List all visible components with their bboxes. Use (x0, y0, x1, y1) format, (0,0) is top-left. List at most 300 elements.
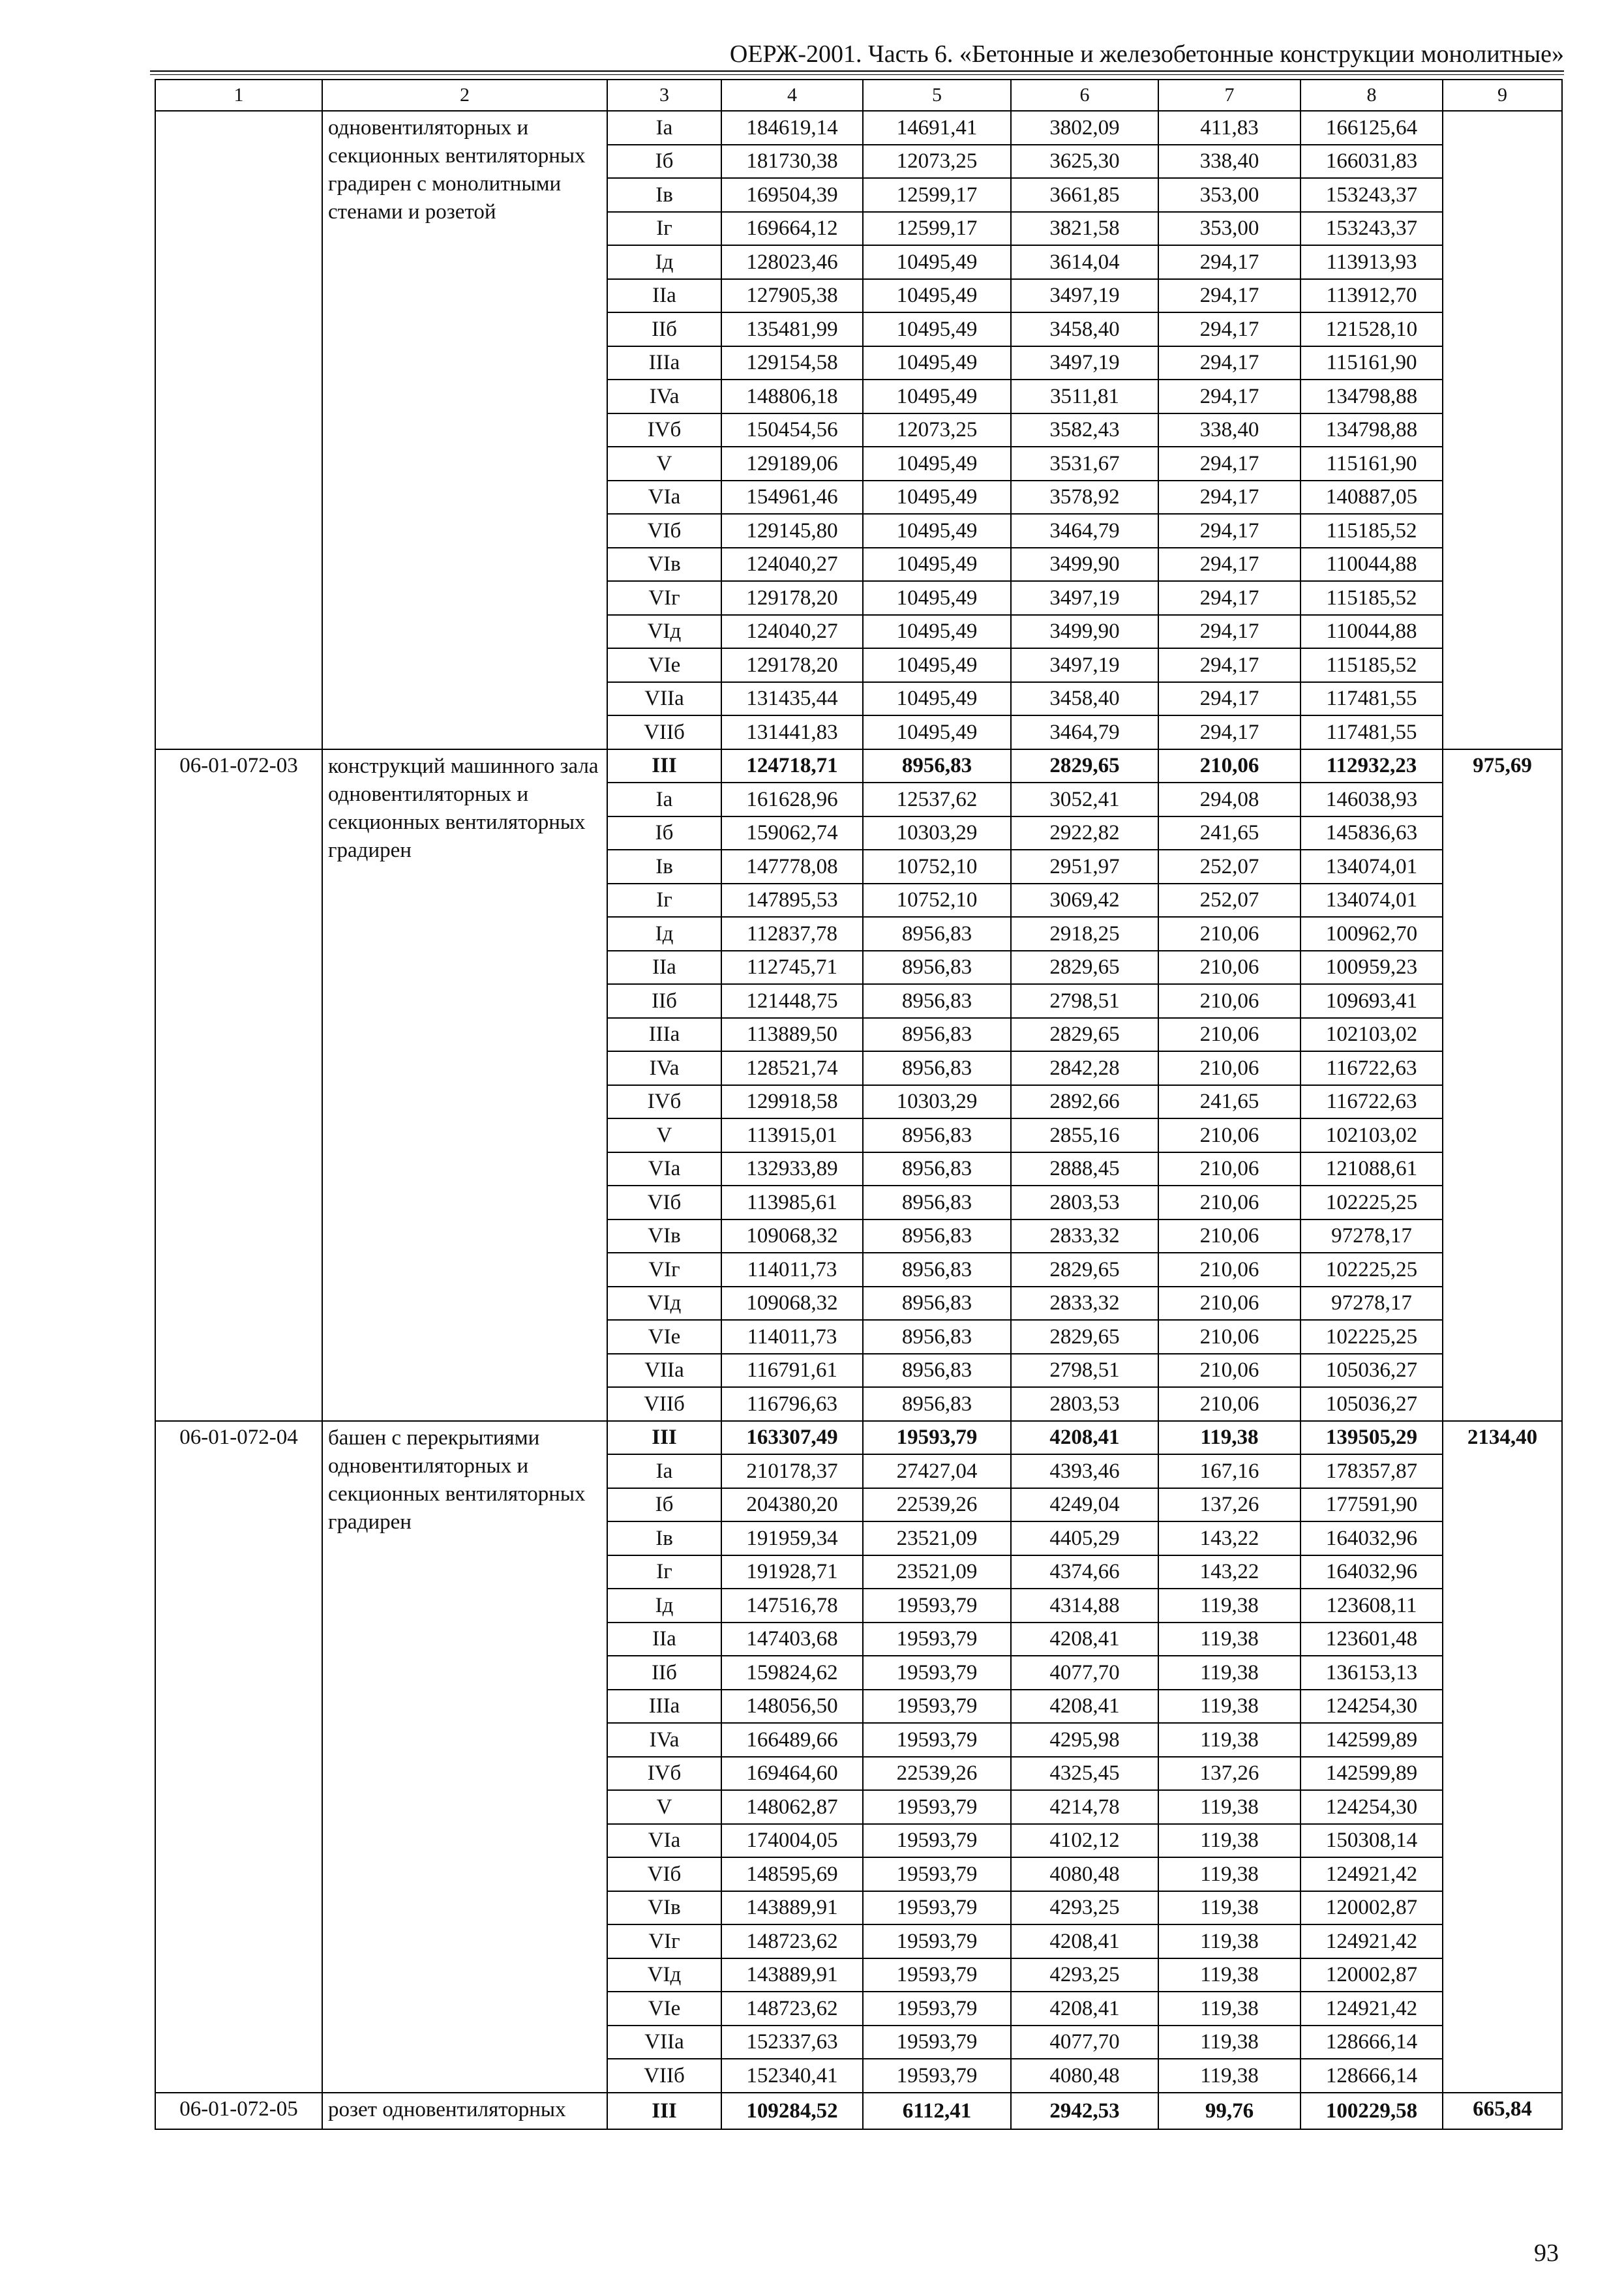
direct-cost-cell: 191959,34 (721, 1521, 863, 1555)
rate-code: 06-01-072-03 (155, 749, 322, 1421)
materials-cost-cell: 134798,88 (1301, 380, 1443, 413)
zone-cell: IVa (607, 1723, 721, 1757)
machine-cost-cell: 2829,65 (1011, 1253, 1158, 1287)
machine-cost-cell: 3531,67 (1011, 447, 1158, 481)
direct-cost-cell: 150454,56 (721, 413, 863, 447)
zone-cell: Iд (607, 1589, 721, 1623)
materials-cost-cell: 100959,23 (1301, 951, 1443, 985)
machinist-wage-cell: 210,06 (1158, 1186, 1301, 1219)
zone-cell: IIa (607, 279, 721, 313)
machine-cost-cell: 2892,66 (1011, 1085, 1158, 1119)
machine-cost-cell: 3511,81 (1011, 380, 1158, 413)
zone-cell: IIa (607, 951, 721, 985)
direct-cost-cell: 148062,87 (721, 1790, 863, 1824)
zone-cell: III (607, 1421, 721, 1455)
labor-cost-cell: 12599,17 (863, 212, 1011, 246)
machinist-wage-cell: 210,06 (1158, 917, 1301, 951)
labor-cost-cell: 10495,49 (863, 548, 1011, 582)
rate-code (155, 111, 322, 749)
labor-cost-cell: 8956,83 (863, 1253, 1011, 1287)
zone-cell: IVa (607, 380, 721, 413)
direct-cost-cell: 131435,44 (721, 682, 863, 716)
materials-cost-cell: 120002,87 (1301, 1891, 1443, 1925)
materials-cost-cell: 150308,14 (1301, 1824, 1443, 1858)
machine-cost-cell: 2798,51 (1011, 1354, 1158, 1388)
zone-cell: VIa (607, 481, 721, 515)
materials-cost-cell: 100229,58 (1301, 2093, 1443, 2130)
direct-cost-cell: 114011,73 (721, 1320, 863, 1354)
header-title: ОЕРЖ-2001. Часть 6. «Бетонные и железобетонные конструкции монолитные» (729, 40, 1564, 68)
labor-hours-cell: 2134,40 (1443, 1421, 1562, 2093)
machinist-wage-cell: 210,06 (1158, 1051, 1301, 1085)
zone-cell: VIг (607, 581, 721, 615)
machinist-wage-cell: 294,17 (1158, 648, 1301, 682)
col-header-3: 3 (607, 80, 721, 111)
machinist-wage-cell: 119,38 (1158, 1690, 1301, 1724)
labor-cost-cell: 8956,83 (863, 1186, 1011, 1219)
machinist-wage-cell: 294,17 (1158, 615, 1301, 649)
materials-cost-cell: 115161,90 (1301, 346, 1443, 380)
direct-cost-cell: 116796,63 (721, 1387, 863, 1421)
materials-cost-cell: 100962,70 (1301, 917, 1443, 951)
col-header-8: 8 (1301, 80, 1443, 111)
machinist-wage-cell: 119,38 (1158, 2059, 1301, 2093)
direct-cost-cell: 163307,49 (721, 1421, 863, 1455)
direct-cost-cell: 159062,74 (721, 816, 863, 850)
machine-cost-cell: 4208,41 (1011, 1992, 1158, 2026)
zone-cell: IIIa (607, 346, 721, 380)
materials-cost-cell: 142599,89 (1301, 1723, 1443, 1757)
labor-cost-cell: 19593,79 (863, 1589, 1011, 1623)
labor-cost-cell: 27427,04 (863, 1454, 1011, 1488)
direct-cost-cell: 148723,62 (721, 1992, 863, 2026)
zone-cell: Iв (607, 850, 721, 884)
direct-cost-cell: 113985,61 (721, 1186, 863, 1219)
direct-cost-cell: 143889,91 (721, 1958, 863, 1992)
direct-cost-cell: 147516,78 (721, 1589, 863, 1623)
machinist-wage-cell: 119,38 (1158, 1824, 1301, 1858)
machine-cost-cell: 2888,45 (1011, 1152, 1158, 1186)
zone-cell: VIб (607, 514, 721, 548)
materials-cost-cell: 115185,52 (1301, 648, 1443, 682)
labor-cost-cell: 10495,49 (863, 380, 1011, 413)
col-header-1: 1 (155, 80, 322, 111)
direct-cost-cell: 116791,61 (721, 1354, 863, 1388)
direct-cost-cell: 124040,27 (721, 548, 863, 582)
zone-cell: VIд (607, 615, 721, 649)
machine-cost-cell: 3497,19 (1011, 346, 1158, 380)
machine-cost-cell: 4080,48 (1011, 1857, 1158, 1891)
materials-cost-cell: 124921,42 (1301, 1924, 1443, 1958)
machine-cost-cell: 4208,41 (1011, 1421, 1158, 1455)
materials-cost-cell: 102225,25 (1301, 1186, 1443, 1219)
machine-cost-cell: 3458,40 (1011, 682, 1158, 716)
direct-cost-cell: 154961,46 (721, 481, 863, 515)
direct-cost-cell: 129145,80 (721, 514, 863, 548)
labor-cost-cell: 8956,83 (863, 1354, 1011, 1388)
labor-cost-cell: 8956,83 (863, 1051, 1011, 1085)
direct-cost-cell: 112745,71 (721, 951, 863, 985)
direct-cost-cell: 129189,06 (721, 447, 863, 481)
materials-cost-cell: 113913,93 (1301, 245, 1443, 279)
materials-cost-cell: 105036,27 (1301, 1354, 1443, 1388)
col-header-9: 9 (1443, 80, 1562, 111)
direct-cost-cell: 114011,73 (721, 1253, 863, 1287)
materials-cost-cell: 166031,83 (1301, 145, 1443, 179)
direct-cost-cell: 128521,74 (721, 1051, 863, 1085)
zone-cell: Iг (607, 1555, 721, 1589)
zone-cell: Iд (607, 917, 721, 951)
rate-description: розет одновентиляторных (322, 2093, 607, 2130)
col-header-7: 7 (1158, 80, 1301, 111)
labor-cost-cell: 19593,79 (863, 1690, 1011, 1724)
zone-cell: VIд (607, 1958, 721, 1992)
labor-cost-cell: 19593,79 (863, 1992, 1011, 2026)
machinist-wage-cell: 119,38 (1158, 1790, 1301, 1824)
machinist-wage-cell: 143,22 (1158, 1555, 1301, 1589)
machine-cost-cell: 3052,41 (1011, 783, 1158, 816)
labor-cost-cell: 19593,79 (863, 1958, 1011, 1992)
machinist-wage-cell: 119,38 (1158, 2026, 1301, 2059)
zone-cell: IIa (607, 1623, 721, 1656)
direct-cost-cell: 169504,39 (721, 178, 863, 212)
machinist-wage-cell: 294,17 (1158, 548, 1301, 582)
zone-cell: IVa (607, 1051, 721, 1085)
labor-cost-cell: 10495,49 (863, 447, 1011, 481)
materials-cost-cell: 164032,96 (1301, 1555, 1443, 1589)
machine-cost-cell: 4080,48 (1011, 2059, 1158, 2093)
labor-cost-cell: 19593,79 (863, 1857, 1011, 1891)
zone-cell: Ia (607, 1454, 721, 1488)
direct-cost-cell: 147895,53 (721, 884, 863, 918)
labor-cost-cell: 12537,62 (863, 783, 1011, 816)
labor-cost-cell: 10495,49 (863, 615, 1011, 649)
direct-cost-cell: 148806,18 (721, 380, 863, 413)
zone-cell: Iв (607, 178, 721, 212)
zone-cell: VIг (607, 1924, 721, 1958)
labor-cost-cell: 8956,83 (863, 1018, 1011, 1052)
machinist-wage-cell: 210,06 (1158, 1253, 1301, 1287)
machine-cost-cell: 3582,43 (1011, 413, 1158, 447)
machine-cost-cell: 2829,65 (1011, 1018, 1158, 1052)
rate-code: 06-01-072-04 (155, 1421, 322, 2093)
machinist-wage-cell: 119,38 (1158, 1421, 1301, 1455)
machinist-wage-cell: 119,38 (1158, 1656, 1301, 1690)
machinist-wage-cell: 294,17 (1158, 514, 1301, 548)
zone-cell: III (607, 749, 721, 783)
zone-cell: VIб (607, 1186, 721, 1219)
labor-hours-cell (1443, 111, 1562, 749)
materials-cost-cell: 140887,05 (1301, 481, 1443, 515)
labor-cost-cell: 19593,79 (863, 1656, 1011, 1690)
labor-cost-cell: 14691,41 (863, 111, 1011, 145)
materials-cost-cell: 139505,29 (1301, 1421, 1443, 1455)
zone-cell: VIIб (607, 2059, 721, 2093)
machine-cost-cell: 4208,41 (1011, 1924, 1158, 1958)
zone-cell: VIIб (607, 1387, 721, 1421)
direct-cost-cell: 181730,38 (721, 145, 863, 179)
zone-cell: IIб (607, 312, 721, 346)
machine-cost-cell: 3821,58 (1011, 212, 1158, 246)
machinist-wage-cell: 210,06 (1158, 1018, 1301, 1052)
labor-cost-cell: 10303,29 (863, 816, 1011, 850)
zone-cell: VIIa (607, 682, 721, 716)
machine-cost-cell: 2918,25 (1011, 917, 1158, 951)
direct-cost-cell: 129178,20 (721, 648, 863, 682)
materials-cost-cell: 123601,48 (1301, 1623, 1443, 1656)
materials-cost-cell: 121088,61 (1301, 1152, 1443, 1186)
labor-cost-cell: 10495,49 (863, 245, 1011, 279)
direct-cost-cell: 109284,52 (721, 2093, 863, 2130)
machinist-wage-cell: 294,17 (1158, 581, 1301, 615)
machine-cost-cell: 2942,53 (1011, 2093, 1158, 2130)
machinist-wage-cell: 241,65 (1158, 1085, 1301, 1119)
machine-cost-cell: 3625,30 (1011, 145, 1158, 179)
table-row (155, 2093, 1562, 2130)
zone-cell: VIa (607, 1824, 721, 1858)
machine-cost-cell: 3499,90 (1011, 615, 1158, 649)
zone-cell: IVб (607, 413, 721, 447)
machinist-wage-cell: 210,06 (1158, 984, 1301, 1018)
materials-cost-cell: 146038,93 (1301, 783, 1443, 816)
machine-cost-cell: 4295,98 (1011, 1723, 1158, 1757)
machine-cost-cell: 3069,42 (1011, 884, 1158, 918)
materials-cost-cell: 124921,42 (1301, 1992, 1443, 2026)
materials-cost-cell: 102103,02 (1301, 1118, 1443, 1152)
zone-cell: VIв (607, 1219, 721, 1253)
machinist-wage-cell: 210,06 (1158, 1287, 1301, 1321)
direct-cost-cell: 124718,71 (721, 749, 863, 783)
machinist-wage-cell: 210,06 (1158, 1387, 1301, 1421)
machine-cost-cell: 3578,92 (1011, 481, 1158, 515)
labor-cost-cell: 6112,41 (863, 2093, 1011, 2130)
direct-cost-cell: 135481,99 (721, 312, 863, 346)
labor-cost-cell: 19593,79 (863, 1623, 1011, 1656)
labor-hours-cell: 665,84 (1443, 2093, 1562, 2130)
labor-cost-cell: 19593,79 (863, 1723, 1011, 1757)
direct-cost-cell: 113915,01 (721, 1118, 863, 1152)
machine-cost-cell: 4293,25 (1011, 1891, 1158, 1925)
rate-description: конструкций машинного зала одновентиляторных и секционных вентиляторных градирен (322, 749, 607, 1421)
machinist-wage-cell: 210,06 (1158, 1219, 1301, 1253)
direct-cost-cell: 204380,20 (721, 1488, 863, 1522)
machinist-wage-cell: 241,65 (1158, 816, 1301, 850)
labor-cost-cell: 10495,49 (863, 481, 1011, 515)
zone-cell: V (607, 1790, 721, 1824)
table-body (155, 80, 1562, 2129)
materials-cost-cell: 120002,87 (1301, 1958, 1443, 1992)
machinist-wage-cell: 210,06 (1158, 749, 1301, 783)
labor-cost-cell: 8956,83 (863, 1152, 1011, 1186)
materials-cost-cell: 136153,13 (1301, 1656, 1443, 1690)
direct-cost-cell: 169464,60 (721, 1757, 863, 1791)
materials-cost-cell: 123608,11 (1301, 1589, 1443, 1623)
labor-cost-cell: 8956,83 (863, 749, 1011, 783)
machine-cost-cell: 4208,41 (1011, 1690, 1158, 1724)
labor-cost-cell: 19593,79 (863, 2059, 1011, 2093)
materials-cost-cell: 134074,01 (1301, 884, 1443, 918)
machinist-wage-cell: 210,06 (1158, 1118, 1301, 1152)
direct-cost-cell: 128023,46 (721, 245, 863, 279)
machinist-wage-cell: 353,00 (1158, 212, 1301, 246)
machine-cost-cell: 4077,70 (1011, 1656, 1158, 1690)
labor-cost-cell: 19593,79 (863, 1824, 1011, 1858)
machinist-wage-cell: 252,07 (1158, 884, 1301, 918)
labor-cost-cell: 10495,49 (863, 514, 1011, 548)
direct-cost-cell: 169664,12 (721, 212, 863, 246)
materials-cost-cell: 142599,89 (1301, 1757, 1443, 1791)
machine-cost-cell: 2829,65 (1011, 1320, 1158, 1354)
labor-cost-cell: 12073,25 (863, 413, 1011, 447)
direct-cost-cell: 143889,91 (721, 1891, 863, 1925)
table-row (155, 749, 1562, 783)
labor-cost-cell: 19593,79 (863, 1790, 1011, 1824)
machine-cost-cell: 2922,82 (1011, 816, 1158, 850)
materials-cost-cell: 102103,02 (1301, 1018, 1443, 1052)
machine-cost-cell: 2829,65 (1011, 749, 1158, 783)
labor-cost-cell: 10495,49 (863, 648, 1011, 682)
table-row (155, 1421, 1562, 1455)
machine-cost-cell: 2842,28 (1011, 1051, 1158, 1085)
zone-cell: Iб (607, 1488, 721, 1522)
labor-cost-cell: 10303,29 (863, 1085, 1011, 1119)
machinist-wage-cell: 210,06 (1158, 1320, 1301, 1354)
materials-cost-cell: 109693,41 (1301, 984, 1443, 1018)
materials-cost-cell: 145836,63 (1301, 816, 1443, 850)
machinist-wage-cell: 210,06 (1158, 951, 1301, 985)
labor-cost-cell: 8956,83 (863, 1287, 1011, 1321)
labor-cost-cell: 8956,83 (863, 1219, 1011, 1253)
machinist-wage-cell: 119,38 (1158, 1992, 1301, 2026)
materials-cost-cell: 153243,37 (1301, 178, 1443, 212)
direct-cost-cell: 113889,50 (721, 1018, 863, 1052)
machine-cost-cell: 4077,70 (1011, 2026, 1158, 2059)
labor-hours-cell: 975,69 (1443, 749, 1562, 1421)
direct-cost-cell: 129178,20 (721, 581, 863, 615)
materials-cost-cell: 97278,17 (1301, 1219, 1443, 1253)
machinist-wage-cell: 137,26 (1158, 1757, 1301, 1791)
materials-cost-cell: 178357,87 (1301, 1454, 1443, 1488)
zone-cell: VIe (607, 1320, 721, 1354)
machine-cost-cell: 3497,19 (1011, 648, 1158, 682)
zone-cell: Iд (607, 245, 721, 279)
labor-cost-cell: 8956,83 (863, 917, 1011, 951)
machine-cost-cell: 4325,45 (1011, 1757, 1158, 1791)
zone-cell: III (607, 2093, 721, 2130)
machinist-wage-cell: 294,17 (1158, 312, 1301, 346)
labor-cost-cell: 8956,83 (863, 984, 1011, 1018)
machinist-wage-cell: 143,22 (1158, 1521, 1301, 1555)
materials-cost-cell: 115185,52 (1301, 581, 1443, 615)
direct-cost-cell: 174004,05 (721, 1824, 863, 1858)
direct-cost-cell: 148056,50 (721, 1690, 863, 1724)
materials-cost-cell: 110044,88 (1301, 615, 1443, 649)
labor-cost-cell: 23521,09 (863, 1521, 1011, 1555)
machinist-wage-cell: 119,38 (1158, 1924, 1301, 1958)
zone-cell: VIa (607, 1152, 721, 1186)
machine-cost-cell: 2951,97 (1011, 850, 1158, 884)
machine-cost-cell: 3458,40 (1011, 312, 1158, 346)
materials-cost-cell: 102225,25 (1301, 1320, 1443, 1354)
direct-cost-cell: 109068,32 (721, 1219, 863, 1253)
machine-cost-cell: 4293,25 (1011, 1958, 1158, 1992)
materials-cost-cell: 124254,30 (1301, 1790, 1443, 1824)
machinist-wage-cell: 210,06 (1158, 1354, 1301, 1388)
zone-cell: Ia (607, 111, 721, 145)
materials-cost-cell: 110044,88 (1301, 548, 1443, 582)
direct-cost-cell: 210178,37 (721, 1454, 863, 1488)
materials-cost-cell: 121528,10 (1301, 312, 1443, 346)
page-number: 93 (1534, 2239, 1559, 2267)
rate-description: одновентиляторных и секционных вентиляторных градирен с монолитными стенами и розетой (322, 111, 607, 749)
materials-cost-cell: 116722,63 (1301, 1085, 1443, 1119)
machinist-wage-cell: 411,83 (1158, 111, 1301, 145)
zone-cell: VIб (607, 1857, 721, 1891)
machinist-wage-cell: 294,17 (1158, 279, 1301, 313)
machinist-wage-cell: 294,17 (1158, 481, 1301, 515)
labor-cost-cell: 23521,09 (863, 1555, 1011, 1589)
direct-cost-cell: 124040,27 (721, 615, 863, 649)
machine-cost-cell: 4249,04 (1011, 1488, 1158, 1522)
direct-cost-cell: 147778,08 (721, 850, 863, 884)
machine-cost-cell: 3614,04 (1011, 245, 1158, 279)
zone-cell: VIIa (607, 1354, 721, 1388)
direct-cost-cell: 129918,58 (721, 1085, 863, 1119)
zone-cell: VIд (607, 1287, 721, 1321)
machine-cost-cell: 3464,79 (1011, 514, 1158, 548)
materials-cost-cell: 164032,96 (1301, 1521, 1443, 1555)
direct-cost-cell: 127905,38 (721, 279, 863, 313)
materials-cost-cell: 128666,14 (1301, 2026, 1443, 2059)
zone-cell: Iб (607, 145, 721, 179)
zone-cell: Iб (607, 816, 721, 850)
zone-cell: VIe (607, 1992, 721, 2026)
machine-cost-cell: 3497,19 (1011, 581, 1158, 615)
labor-cost-cell: 12599,17 (863, 178, 1011, 212)
machinist-wage-cell: 119,38 (1158, 1891, 1301, 1925)
zone-cell: VIe (607, 648, 721, 682)
labor-cost-cell: 22539,26 (863, 1488, 1011, 1522)
zone-cell: VIв (607, 1891, 721, 1925)
labor-cost-cell: 19593,79 (863, 1924, 1011, 1958)
machinist-wage-cell: 338,40 (1158, 413, 1301, 447)
labor-cost-cell: 8956,83 (863, 951, 1011, 985)
labor-cost-cell: 12073,25 (863, 145, 1011, 179)
labor-cost-cell: 8956,83 (863, 1118, 1011, 1152)
materials-cost-cell: 134074,01 (1301, 850, 1443, 884)
machinist-wage-cell: 252,07 (1158, 850, 1301, 884)
machinist-wage-cell: 294,17 (1158, 346, 1301, 380)
zone-cell: VIв (607, 548, 721, 582)
direct-cost-cell: 159824,62 (721, 1656, 863, 1690)
labor-cost-cell: 10752,10 (863, 884, 1011, 918)
labor-cost-cell: 10495,49 (863, 312, 1011, 346)
machinist-wage-cell: 119,38 (1158, 1623, 1301, 1656)
rate-code: 06-01-072-05 (155, 2093, 322, 2130)
zone-cell: IIб (607, 1656, 721, 1690)
rate-description: башен с перекрытиями одновентиляторных и секционных вентиляторных градирен (322, 1421, 607, 2093)
materials-cost-cell: 113912,70 (1301, 279, 1443, 313)
labor-cost-cell: 19593,79 (863, 1421, 1011, 1455)
machine-cost-cell: 4208,41 (1011, 1623, 1158, 1656)
col-header-6: 6 (1011, 80, 1158, 111)
materials-cost-cell: 115185,52 (1301, 514, 1443, 548)
materials-cost-cell: 102225,25 (1301, 1253, 1443, 1287)
direct-cost-cell: 152337,63 (721, 2026, 863, 2059)
labor-cost-cell: 10495,49 (863, 346, 1011, 380)
labor-cost-cell: 8956,83 (863, 1320, 1011, 1354)
labor-cost-cell: 19593,79 (863, 1891, 1011, 1925)
